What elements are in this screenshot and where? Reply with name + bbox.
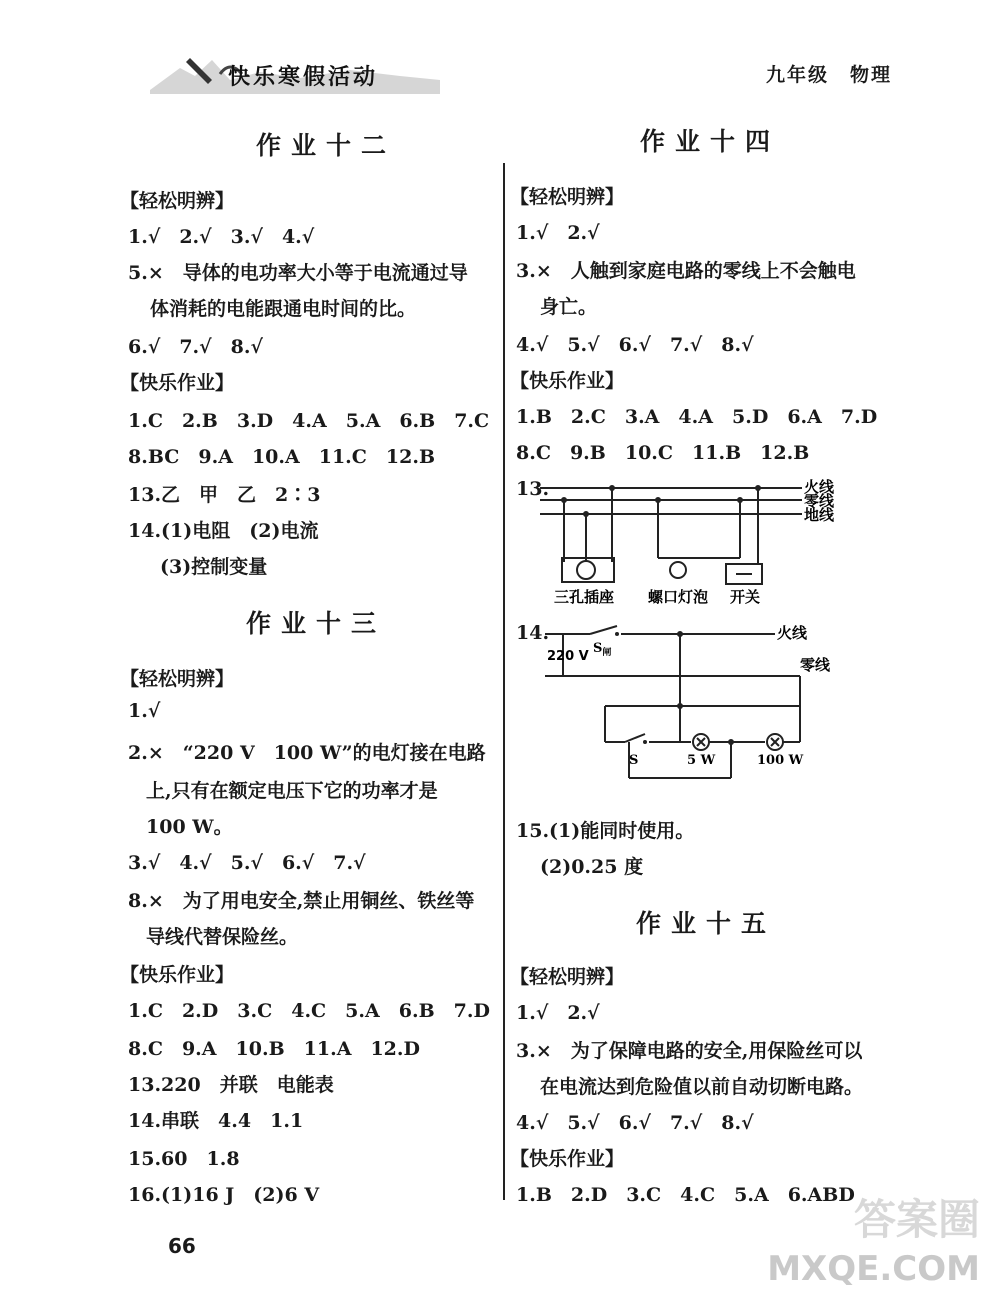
answer-line: 8.× 为了用电安全,禁止用铜丝、铁丝等 bbox=[128, 890, 475, 912]
grade-subject: 九年级 物理 bbox=[765, 64, 892, 86]
label-bulb: 螺口灯泡 bbox=[648, 588, 709, 606]
answer-line: 1.√ 2.√ bbox=[516, 1002, 600, 1024]
answer-line: 13.乙 甲 乙 2∶3 bbox=[128, 484, 321, 506]
answer-line: 14.串联 4.4 1.1 bbox=[128, 1110, 304, 1132]
answer-line: 13.220 并联 电能表 bbox=[128, 1074, 334, 1096]
answer-line: 3.× 人触到家庭电路的零线上不会触电 bbox=[516, 260, 856, 282]
label-neutral: 零线 bbox=[800, 656, 831, 674]
answer-line: 8.C 9.A 10.B 11.A 12.D bbox=[128, 1038, 420, 1060]
answer-line: 5.× 导体的电功率大小等于电流通过导 bbox=[128, 262, 468, 284]
section-title-15: 作业十五 bbox=[636, 909, 777, 938]
question-number: 14. bbox=[516, 622, 550, 644]
answer-line: 体消耗的电能跟通电时间的比。 bbox=[150, 298, 417, 320]
answer-line: 身亡。 bbox=[540, 296, 598, 318]
answer-line: 100 W。 bbox=[146, 816, 233, 838]
answer-line: 4.√ 5.√ 6.√ 7.√ 8.√ bbox=[516, 1112, 754, 1134]
answer-line: 4.√ 5.√ 6.√ 7.√ 8.√ bbox=[516, 334, 754, 356]
lamp-circuit-diagram bbox=[545, 618, 845, 783]
answer-line: 2.× “220 V 100 W”的电灯接在电路 bbox=[128, 742, 486, 764]
label-ground: 地线 bbox=[804, 506, 835, 524]
answer-line: (2)0.25 度 bbox=[540, 856, 644, 878]
header-banner bbox=[150, 50, 440, 98]
answer-line: 1.√ 2.√ bbox=[516, 222, 600, 244]
section-title-13: 作业十三 bbox=[246, 609, 387, 638]
label-lamp-5w: 5 W bbox=[687, 753, 716, 768]
answer-line: 3.√ 4.√ 5.√ 6.√ 7.√ bbox=[128, 852, 366, 874]
label-main-switch: $S_闸$ bbox=[593, 641, 612, 658]
answer-line: 1.√ bbox=[128, 700, 161, 722]
answer-line: 1.C 2.B 3.D 4.A 5.A 6.B 7.C bbox=[128, 410, 490, 432]
section-heading: 【快乐作业】 bbox=[120, 372, 235, 394]
section-heading: 【轻松明辨】 bbox=[510, 966, 625, 988]
section-heading: 【快乐作业】 bbox=[510, 370, 625, 392]
section-heading: 【轻松明辨】 bbox=[510, 186, 625, 208]
section-title-12: 作业十二 bbox=[256, 131, 397, 160]
answer-line: 8.C 9.B 10.C 11.B 12.B bbox=[516, 442, 810, 464]
answer-line: 16.(1)16 J (2)6 V bbox=[128, 1184, 320, 1206]
answer-line: 1.C 2.D 3.C 4.C 5.A 6.B 7.D bbox=[128, 1000, 490, 1022]
page-number: 66 bbox=[168, 1234, 196, 1258]
answer-line: 1.B 2.C 3.A 4.A 5.D 6.A 7.D bbox=[516, 406, 878, 428]
section-heading: 【轻松明辨】 bbox=[120, 190, 235, 212]
section-title-14: 作业十四 bbox=[640, 127, 781, 156]
household-circuit-diagram bbox=[540, 470, 840, 610]
answer-line: 在电流达到危险值以前自动切断电路。 bbox=[540, 1076, 864, 1098]
label-socket: 三孔插座 bbox=[554, 588, 615, 606]
section-heading: 【轻松明辨】 bbox=[120, 668, 235, 690]
answer-line: 1.√ 2.√ 3.√ 4.√ bbox=[128, 226, 315, 248]
question-number: 13. bbox=[516, 478, 550, 500]
label-voltage: 220 V bbox=[547, 649, 589, 664]
label-live: 火线 bbox=[777, 624, 808, 642]
label-lamp-100w: 100 W bbox=[757, 753, 804, 768]
answer-line: 15.60 1.8 bbox=[128, 1148, 240, 1170]
section-heading: 【快乐作业】 bbox=[120, 964, 235, 986]
answer-line: 导线代替保险丝。 bbox=[146, 926, 299, 948]
label-switch-s: S bbox=[629, 753, 639, 768]
answer-line: 8.BC 9.A 10.A 11.C 12.B bbox=[128, 446, 436, 468]
answer-line: 14.(1)电阻 (2)电流 bbox=[128, 520, 319, 542]
banner-title: 快乐寒假活动 bbox=[228, 65, 379, 90]
watermark-logo: 答案圈 bbox=[853, 1195, 980, 1244]
label-switch: 开关 bbox=[730, 588, 761, 606]
section-heading: 【快乐作业】 bbox=[510, 1148, 625, 1170]
label-neutral: 零线 bbox=[804, 492, 835, 510]
answer-line: 上,只有在额定电压下它的功率才是 bbox=[146, 780, 438, 802]
answer-line: 3.× 为了保障电路的安全,用保险丝可以 bbox=[516, 1040, 863, 1062]
column-divider bbox=[503, 163, 505, 1200]
label-live: 火线 bbox=[804, 478, 835, 496]
answer-line: (3)控制变量 bbox=[160, 556, 268, 578]
answer-line: 1.B 2.D 3.C 4.C 5.A 6.ABD bbox=[516, 1184, 855, 1206]
answer-line: 6.√ 7.√ 8.√ bbox=[128, 336, 263, 358]
answer-line: 15.(1)能同时使用。 bbox=[516, 820, 695, 842]
watermark-url: MXQE.COM bbox=[767, 1249, 980, 1289]
